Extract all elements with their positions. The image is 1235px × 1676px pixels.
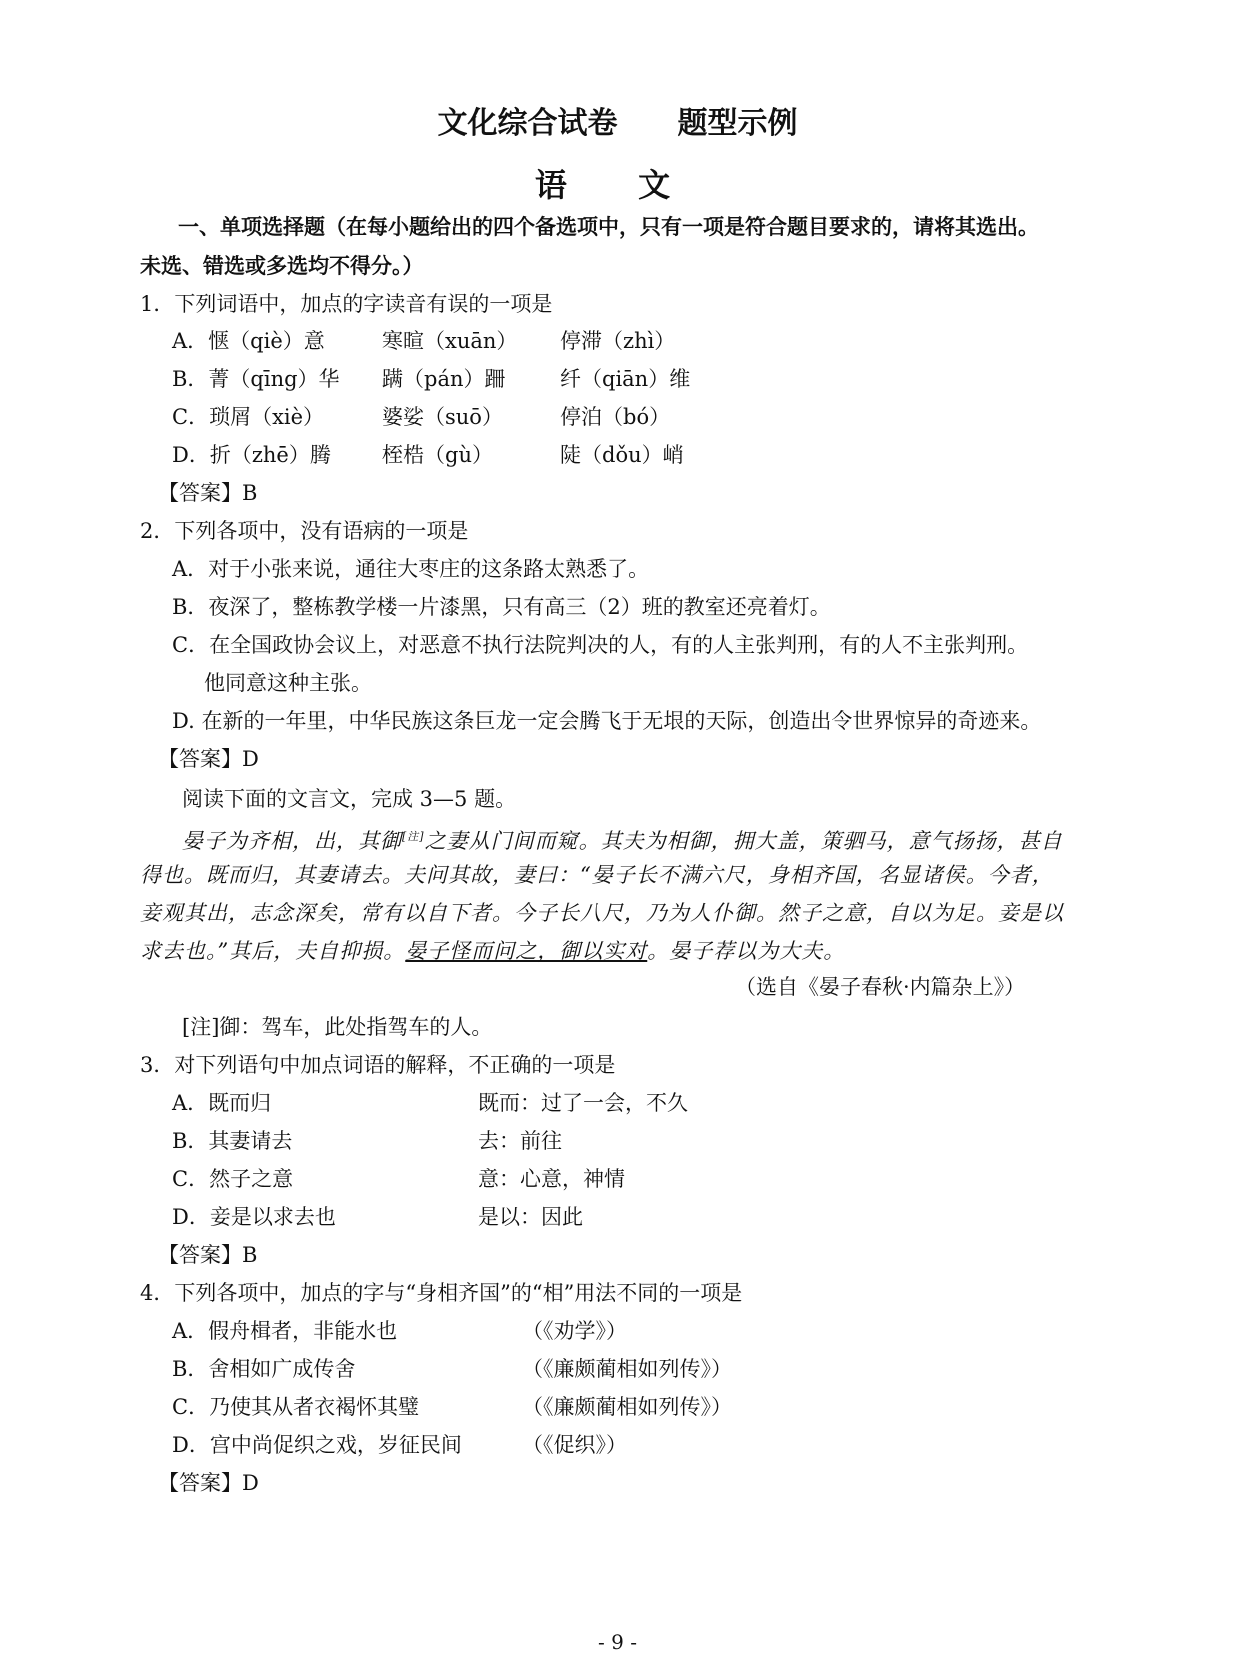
passage-line1-a: 晏子为齐相，出，其御 xyxy=(182,829,402,853)
q2-option-d: D. 在新的一年里，中华民族这条巨龙一定会腾飞于无垠的天际，创造出令世界惊异的奇迹来。 xyxy=(172,709,1042,733)
q1-a-1: A．惬（qiè）意 xyxy=(172,329,325,353)
q2-option-c-line2: 他同意这种主张。 xyxy=(204,671,372,695)
q3-c-explain: 意：心意，神情 xyxy=(478,1167,625,1191)
section-heading-line2: 未选、错选或多选均不得分。） xyxy=(140,254,424,278)
section-heading-line1: 一、单项选择题（在每小题给出的四个备选项中，只有一项是符合题目要求的，请将其选出。 xyxy=(178,215,1039,239)
q1-answer: 【答案】B xyxy=(158,481,258,505)
q1-a-2: 寒暄（xuān） xyxy=(382,329,518,353)
q3-d-explain: 是以：因此 xyxy=(478,1205,583,1229)
q1-stem: 1．下列词语中，加点的字读音有误的一项是 xyxy=(140,292,553,316)
q2-stem: 2．下列各项中，没有语病的一项是 xyxy=(140,519,469,543)
q2-answer: 【答案】D xyxy=(158,747,259,771)
passage-line2: 得也。既而归，其妻请去。夫问其故，妻曰：“晏子长不满六尺，身相齐国，名显诸侯。今者， xyxy=(140,863,1054,887)
passage-line4 xyxy=(140,936,845,966)
q1-c-1: C．琐屑（xiè） xyxy=(172,405,325,429)
q3-a-text: A．既而归 xyxy=(172,1091,272,1115)
passage-note-marker: [注] xyxy=(402,830,425,843)
q2-option-c-line1: C．在全国政协会议上，对恶意不执行法院判决的人，有的人主张判刑，有的人不主张判刑。 xyxy=(172,633,1029,657)
q3-d-text: D．妾是以求去也 xyxy=(172,1205,336,1229)
q3-a-explain: 既而：过了一会，不久 xyxy=(478,1091,688,1115)
q4-d-text: D．宫中尚促织之戏，岁征民间 xyxy=(172,1433,462,1457)
passage-note: [注]御：驾车，此处指驾车的人。 xyxy=(182,1015,493,1039)
q4-answer: 【答案】D xyxy=(158,1471,259,1495)
q3-c-text: C．然子之意 xyxy=(172,1167,294,1191)
q3-answer: 【答案】B xyxy=(158,1243,258,1267)
passage-line1-b: 之妻从门间而窥。其夫为相御，拥大盖，策驷马，意气扬扬，甚自 xyxy=(424,829,1063,853)
q3-stem: 3．对下列语句中加点词语的解释，不正确的一项是 xyxy=(140,1053,616,1077)
q1-c-3: 停泊（bó） xyxy=(560,405,671,429)
passage-line3: 妾观其出，志念深矣，常有以自下者。今子长八尺，乃为人仆御。然子之意，自以为足。妾是以 xyxy=(140,901,1064,925)
reading-intro: 阅读下面的文言文，完成 3—5 题。 xyxy=(182,787,517,811)
q1-a-3: 停滞（zhì） xyxy=(560,329,676,353)
q4-a-source: （《劝学》） xyxy=(522,1319,627,1343)
q4-b-text: B．舍相如广成传舍 xyxy=(172,1357,356,1381)
subject-heading: 语 文 xyxy=(534,166,701,204)
q3-b-explain: 去：前往 xyxy=(478,1129,562,1153)
q1-c-2: 婆娑（suō） xyxy=(382,405,503,429)
passage-underlined-sentence: 晏子怪而问之，御以实对 xyxy=(405,939,648,963)
page-title xyxy=(0,98,1235,142)
q1-d-1: D．折（zhē）腾 xyxy=(172,443,331,467)
q3-b-text: B．其妻请去 xyxy=(172,1129,293,1153)
q1-b-1: B．菁（qīng）华 xyxy=(172,367,340,391)
passage-source: （选自《晏子春秋·内篇杂上》） xyxy=(735,975,1026,999)
q4-b-source: （《廉颇蔺相如列传》） xyxy=(522,1357,732,1381)
q1-d-2: 桎梏（gù） xyxy=(382,443,493,467)
q1-b-3: 纤（qiān）维 xyxy=(560,367,691,391)
q1-b-2: 蹒（pán）跚 xyxy=(382,367,506,391)
q4-c-text: C．乃使其从者衣褐怀其璧 xyxy=(172,1395,420,1419)
title-left: 文化综合试卷 xyxy=(437,106,618,141)
q4-c-source: （《廉颇蔺相如列传》） xyxy=(522,1395,732,1419)
q2-option-b: B．夜深了，整栋教学楼一片漆黑，只有高三（2）班的教室还亮着灯。 xyxy=(172,595,831,619)
q2-option-a: A．对于小张来说，通往大枣庄的这条路太熟悉了。 xyxy=(172,557,650,581)
q4-a-text: A．假舟楫者，非能水也 xyxy=(172,1319,398,1343)
title-right: 题型示例 xyxy=(677,106,798,141)
passage-line1 xyxy=(182,822,1063,856)
q1-d-3: 陡（dǒu）峭 xyxy=(560,443,684,467)
q4-d-source: （《促织》） xyxy=(522,1433,627,1457)
passage-line4-b: 。晏子荐以为大夫。 xyxy=(647,939,846,963)
page-number: - 9 - xyxy=(598,1630,637,1654)
q4-stem: 4．下列各项中，加点的字与“身相齐国”的“相”用法不同的一项是 xyxy=(140,1281,743,1305)
passage-line4-a: 求去也。”其后，夫自抑损。 xyxy=(140,939,406,963)
